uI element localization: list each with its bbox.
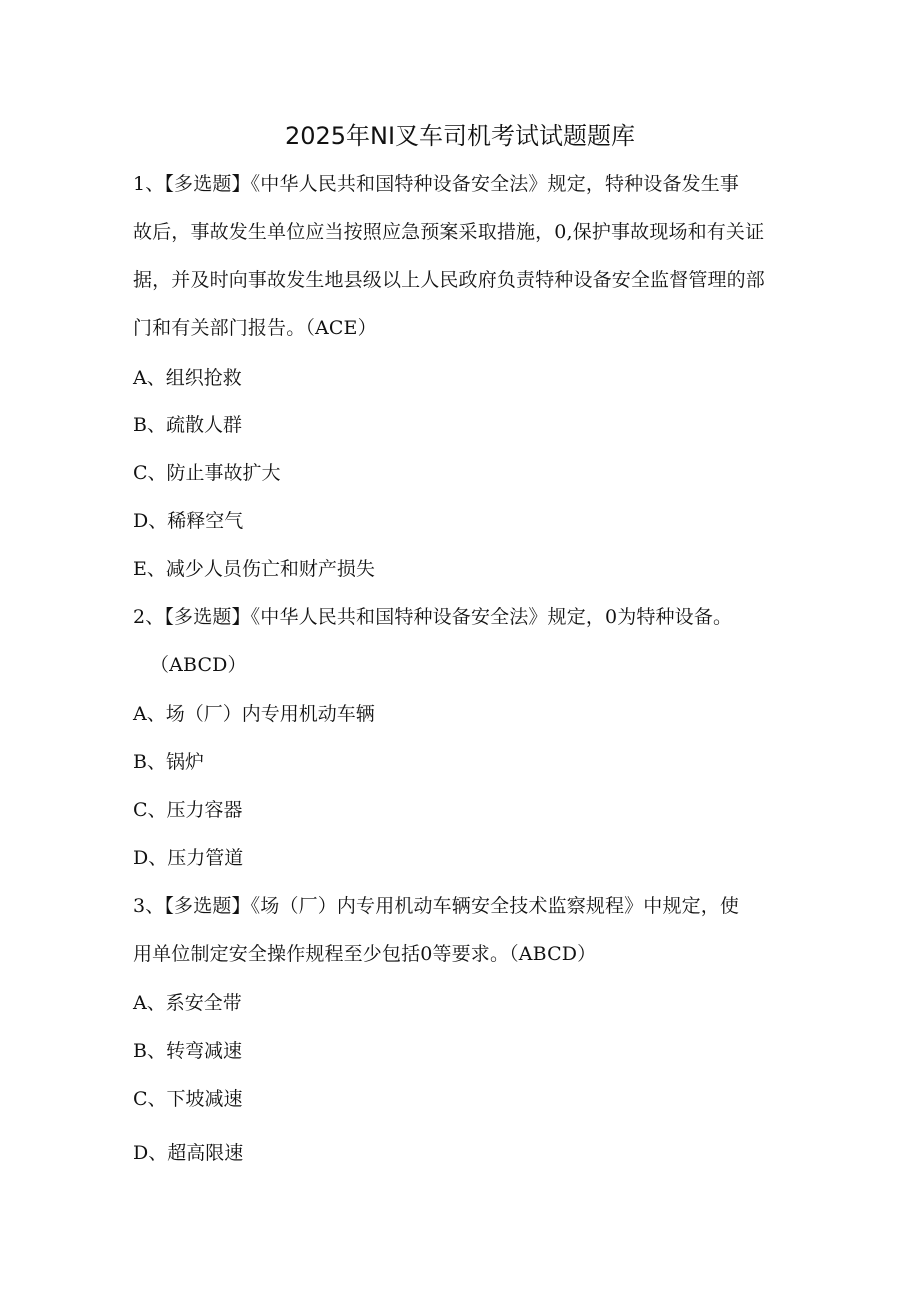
document-title: 2025年NI叉车司机考试试题题库 bbox=[284, 122, 636, 150]
question-1-option-c: C、防止事故扩大 bbox=[133, 462, 281, 484]
question-2-option-a: A、场（厂）内专用机动车辆 bbox=[133, 703, 375, 725]
question-3-text-line-2: 用单位制定安全操作规程至少包括0等要求。（ABCD） bbox=[133, 943, 597, 965]
question-1-text-line-2: 故后，事故发生单位应当按照应急预案采取措施，0,保护事故现场和有关证 bbox=[133, 221, 765, 243]
question-2-option-c: C、压力容器 bbox=[133, 799, 243, 821]
question-3-option-a: A、系安全带 bbox=[133, 992, 242, 1014]
question-2-text-line-1: 2、【多选题】《中华人民共和国特种设备安全法》规定，0为特种设备。 bbox=[133, 606, 733, 628]
question-1-text-line-3: 据，并及时向事故发生地县级以上人民政府负责特种设备安全监督管理的部 bbox=[133, 269, 765, 291]
question-1-option-e: E、减少人员伤亡和财产损失 bbox=[133, 558, 375, 580]
question-2-option-d: D、压力管道 bbox=[133, 847, 244, 869]
question-1-text-line-4: 门和有关部门报告。（ACE） bbox=[133, 317, 377, 339]
question-3-option-d: D、超高限速 bbox=[133, 1142, 244, 1164]
question-3-option-b: B、转弯减速 bbox=[133, 1040, 242, 1062]
question-3-option-c: C、下坡减速 bbox=[133, 1088, 243, 1110]
question-1-option-a: A、组织抢救 bbox=[133, 367, 242, 389]
question-3-text-line-1: 3、【多选题】《场（厂）内专用机动车辆安全技术监察规程》中规定，使 bbox=[133, 895, 740, 917]
question-2-option-b: B、锅炉 bbox=[133, 751, 204, 773]
question-1-option-d: D、稀释空气 bbox=[133, 510, 244, 532]
question-1-text-line-1: 1、【多选题】《中华人民共和国特种设备安全法》规定，特种设备发生事 bbox=[133, 173, 740, 195]
question-2-text-line-2: （ABCD） bbox=[150, 654, 247, 676]
question-1-option-b: B、疏散人群 bbox=[133, 414, 242, 436]
